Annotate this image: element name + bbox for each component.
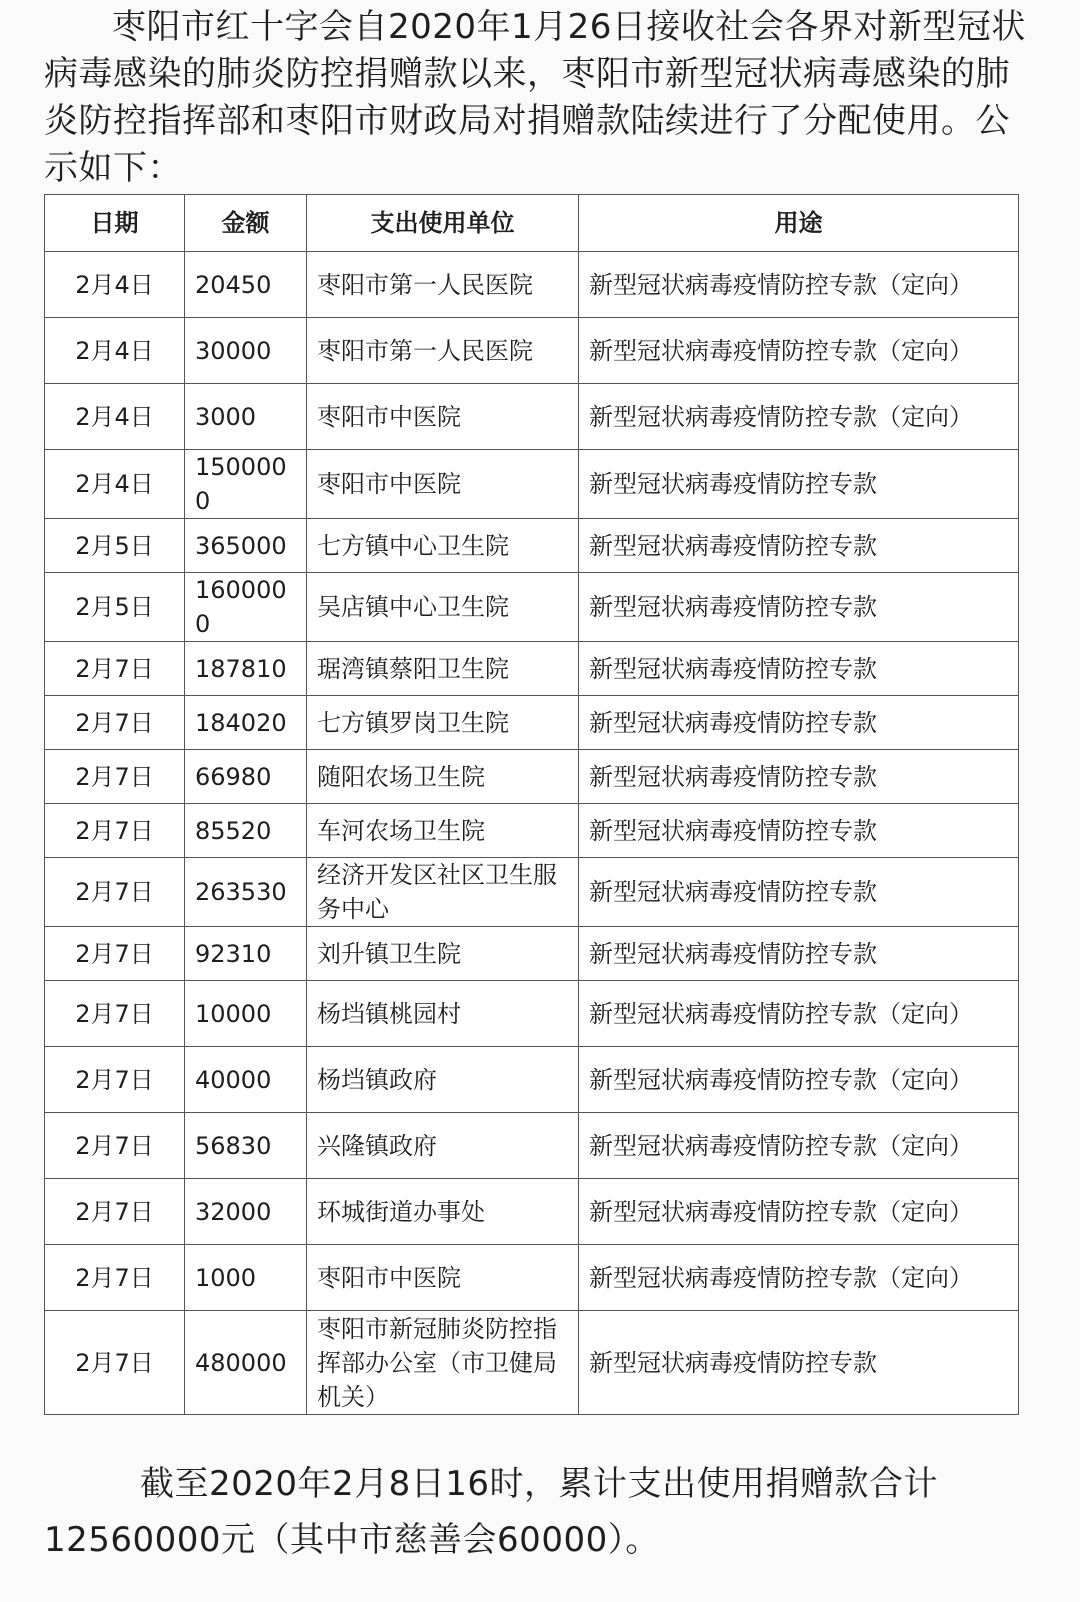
cell-unit: 刘升镇卫生院 (307, 927, 579, 981)
cell-amount: 3000 (185, 384, 307, 450)
table-row (45, 804, 1019, 858)
header-unit: 支出使用单位 (307, 195, 579, 252)
cell-unit: 枣阳市第一人民医院 (307, 252, 579, 318)
cell-amount: 32000 (185, 1179, 307, 1245)
cell-use: 新型冠状病毒疫情防控专款 (579, 1311, 1019, 1415)
cell-amount: 1500000 (185, 450, 307, 519)
cell-amount: 365000 (185, 519, 307, 573)
cell-unit: 枣阳市第一人民医院 (307, 318, 579, 384)
cell-use: 新型冠状病毒疫情防控专款（定向） (579, 1179, 1019, 1245)
cell-amount: 30000 (185, 318, 307, 384)
table-row (45, 981, 1019, 1047)
cell-use: 新型冠状病毒疫情防控专款（定向） (579, 384, 1019, 450)
cell-use: 新型冠状病毒疫情防控专款 (579, 696, 1019, 750)
cell-use: 新型冠状病毒疫情防控专款 (579, 450, 1019, 519)
table-row (45, 519, 1019, 573)
table-header-row (45, 195, 1019, 252)
cell-date: 2月7日 (45, 927, 185, 981)
table-row (45, 1245, 1019, 1311)
cell-unit: 车河农场卫生院 (307, 804, 579, 858)
cell-date: 2月7日 (45, 804, 185, 858)
closing-paragraph: 截至2020年2月8日16时，累计支出使用捐赠款合计12560000元（其中市慈善会60000）。 (44, 1464, 939, 1560)
table-row (45, 318, 1019, 384)
cell-amount: 187810 (185, 642, 307, 696)
cell-use: 新型冠状病毒疫情防控专款（定向） (579, 318, 1019, 384)
table-row (45, 1311, 1019, 1415)
header-date: 日期 (45, 195, 185, 252)
cell-date: 2月4日 (45, 384, 185, 450)
cell-amount: 40000 (185, 1047, 307, 1113)
cell-date: 2月7日 (45, 1311, 185, 1415)
cell-unit: 七方镇中心卫生院 (307, 519, 579, 573)
table-row (45, 573, 1019, 642)
cell-amount: 480000 (185, 1311, 307, 1415)
cell-use: 新型冠状病毒疫情防控专款 (579, 750, 1019, 804)
cell-unit: 随阳农场卫生院 (307, 750, 579, 804)
cell-date: 2月7日 (45, 1179, 185, 1245)
cell-amount: 20450 (185, 252, 307, 318)
cell-date: 2月7日 (45, 642, 185, 696)
cell-date: 2月7日 (45, 1245, 185, 1311)
table-row (45, 1047, 1019, 1113)
table-row (45, 384, 1019, 450)
cell-amount: 92310 (185, 927, 307, 981)
cell-use: 新型冠状病毒疫情防控专款 (579, 642, 1019, 696)
header-amount: 金额 (185, 195, 307, 252)
table-row (45, 1179, 1019, 1245)
table-row (45, 750, 1019, 804)
cell-use: 新型冠状病毒疫情防控专款（定向） (579, 1047, 1019, 1113)
cell-use: 新型冠状病毒疫情防控专款（定向） (579, 1113, 1019, 1179)
cell-date: 2月7日 (45, 696, 185, 750)
cell-use: 新型冠状病毒疫情防控专款（定向） (579, 252, 1019, 318)
cell-unit: 枣阳市中医院 (307, 384, 579, 450)
cell-amount: 263530 (185, 858, 307, 927)
cell-date: 2月7日 (45, 981, 185, 1047)
cell-date: 2月7日 (45, 858, 185, 927)
intro-paragraph: 枣阳市红十字会自2020年1月26日接收社会各界对新型冠状病毒感染的肺炎防控捐赠款以来，枣阳市新型冠状病毒感染的肺炎防控指挥部和枣阳市财政局对捐赠款陆续进行了分配使用。公示如下： (44, 7, 1026, 188)
cell-date: 2月4日 (45, 252, 185, 318)
cell-amount: 85520 (185, 804, 307, 858)
cell-amount: 66980 (185, 750, 307, 804)
cell-use: 新型冠状病毒疫情防控专款（定向） (579, 1245, 1019, 1311)
cell-unit: 环城街道办事处 (307, 1179, 579, 1245)
cell-unit: 经济开发区社区卫生服务中心 (307, 858, 579, 927)
cell-date: 2月4日 (45, 318, 185, 384)
cell-amount: 184020 (185, 696, 307, 750)
cell-amount: 1600000 (185, 573, 307, 642)
table-row (45, 252, 1019, 318)
table-row (45, 450, 1019, 519)
cell-amount: 56830 (185, 1113, 307, 1179)
cell-unit: 枣阳市新冠肺炎防控指挥部办公室（市卫健局机关） (307, 1311, 579, 1415)
cell-use: 新型冠状病毒疫情防控专款 (579, 858, 1019, 927)
cell-unit: 杨垱镇政府 (307, 1047, 579, 1113)
cell-unit: 七方镇罗岗卫生院 (307, 696, 579, 750)
cell-date: 2月4日 (45, 450, 185, 519)
cell-use: 新型冠状病毒疫情防控专款 (579, 519, 1019, 573)
cell-amount: 1000 (185, 1245, 307, 1311)
cell-unit: 枣阳市中医院 (307, 450, 579, 519)
table-row (45, 642, 1019, 696)
table-row (45, 858, 1019, 927)
table-row (45, 927, 1019, 981)
cell-date: 2月7日 (45, 750, 185, 804)
header-use: 用途 (579, 195, 1019, 252)
cell-unit: 琚湾镇蔡阳卫生院 (307, 642, 579, 696)
cell-unit: 吴店镇中心卫生院 (307, 573, 579, 642)
cell-date: 2月7日 (45, 1113, 185, 1179)
cell-unit: 枣阳市中医院 (307, 1245, 579, 1311)
cell-date: 2月7日 (45, 1047, 185, 1113)
cell-unit: 杨垱镇桃园村 (307, 981, 579, 1047)
cell-use: 新型冠状病毒疫情防控专款 (579, 804, 1019, 858)
donation-usage-table (44, 194, 1019, 1415)
cell-use: 新型冠状病毒疫情防控专款 (579, 927, 1019, 981)
cell-unit: 兴隆镇政府 (307, 1113, 579, 1179)
cell-use: 新型冠状病毒疫情防控专款（定向） (579, 981, 1019, 1047)
cell-date: 2月5日 (45, 573, 185, 642)
table-row (45, 1113, 1019, 1179)
cell-date: 2月5日 (45, 519, 185, 573)
cell-amount: 10000 (185, 981, 307, 1047)
table-row (45, 696, 1019, 750)
cell-use: 新型冠状病毒疫情防控专款 (579, 573, 1019, 642)
